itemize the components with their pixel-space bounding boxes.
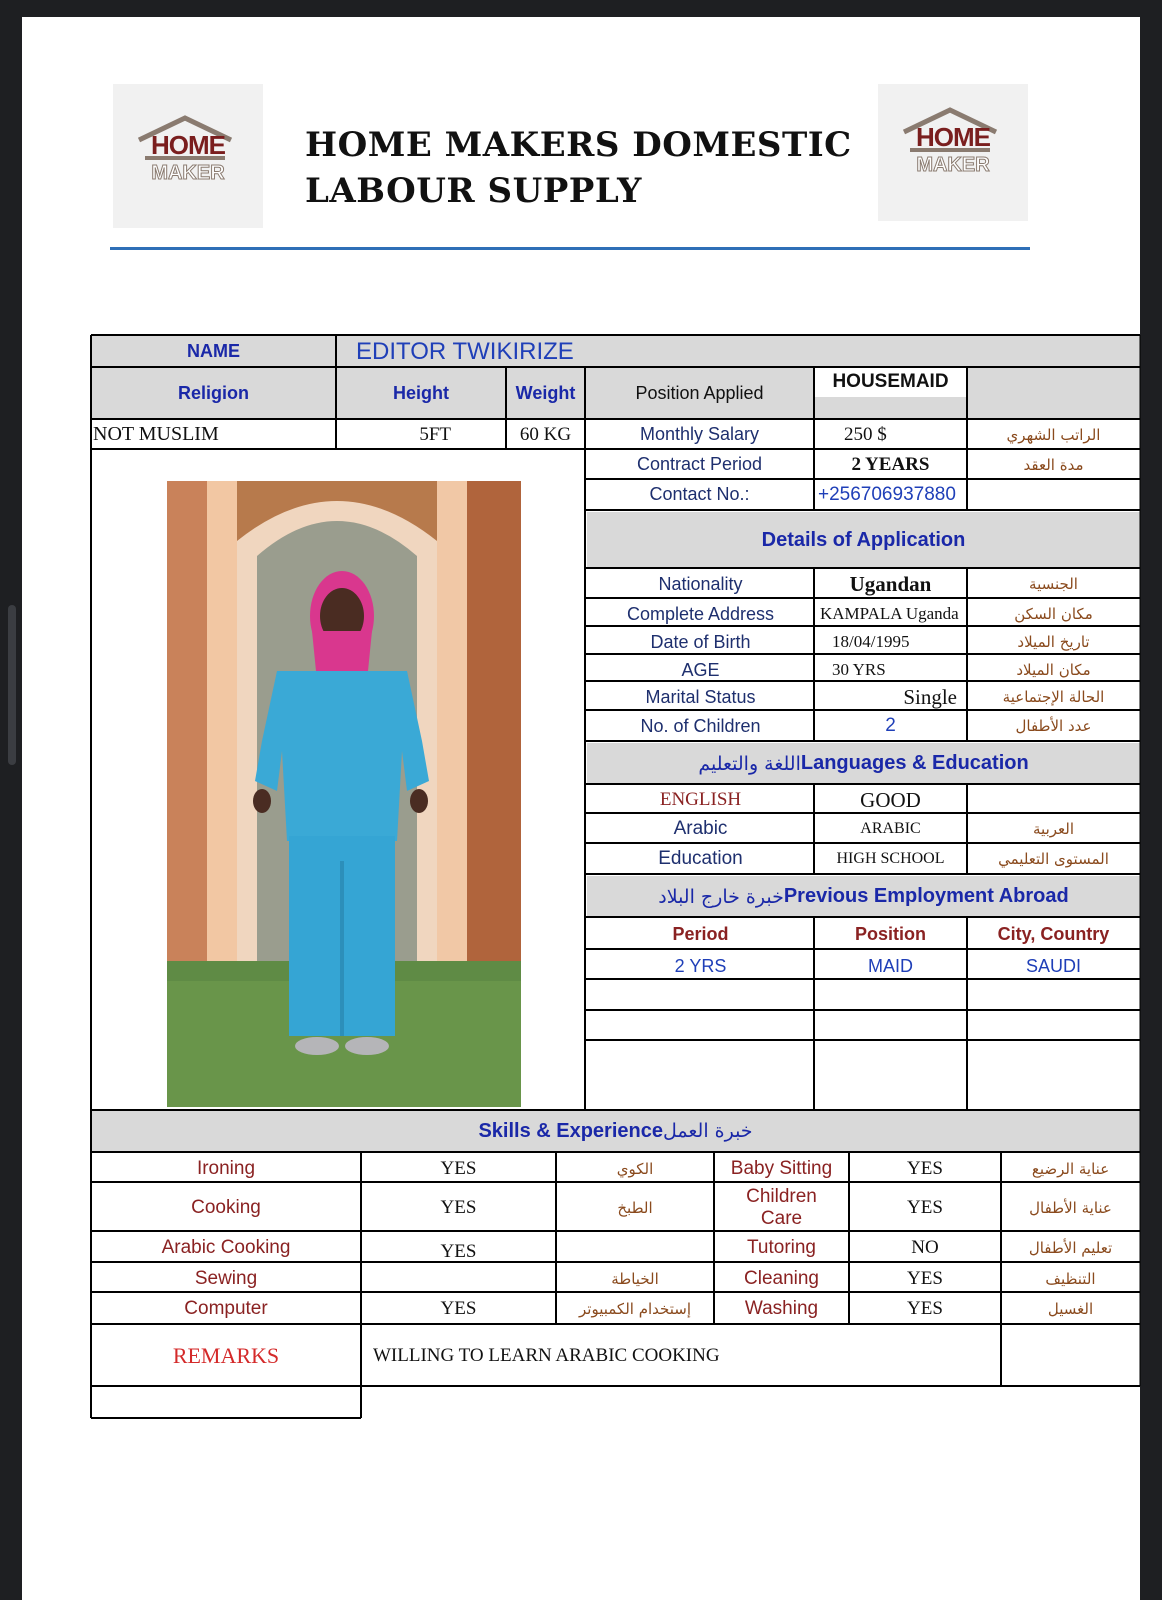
name-label: NAME: [187, 341, 240, 361]
detail-arabic: الجنسية: [1029, 575, 1078, 593]
detail-value: KAMPALA Uganda: [820, 604, 959, 623]
employment-heading-arabic: خبرة خارج البلاد: [658, 885, 784, 908]
skill-right-arabic: عناية الأطفال: [1029, 1199, 1112, 1217]
languages-heading-arabic: اللغة والتعليم: [698, 752, 801, 775]
skill-left-arabic: الكوي: [616, 1159, 654, 1178]
employment-col-position: Position: [855, 923, 926, 944]
employment-position: MAID: [868, 955, 913, 976]
skill-left-label: Computer: [184, 1298, 268, 1319]
name-value: EDITOR TWIKIRIZE: [356, 337, 574, 365]
skill-left-value: YES: [440, 1298, 477, 1319]
skills-heading: [91, 1110, 1140, 1152]
logo-maker-text: MAKER: [151, 162, 225, 184]
remarks-label: REMARKS: [172, 1343, 280, 1368]
skill-right-label: Washing: [744, 1298, 819, 1319]
contract-period-value: 2 YEARS: [851, 453, 930, 475]
detail-label: Marital Status: [645, 686, 756, 707]
monthly-salary-arabic: الراتب الشهري: [1006, 425, 1101, 444]
skill-right-label: Children Care: [746, 1186, 817, 1229]
details-heading: Details of Application: [587, 512, 1140, 568]
skill-right-value: YES: [907, 1197, 943, 1218]
logo-maker-text: MAKER: [916, 154, 990, 176]
skill-left-label: Ironing: [196, 1157, 256, 1179]
language-label: Arabic: [673, 818, 728, 839]
monthly-salary-value: 250 $: [844, 423, 887, 445]
logo-home-text: HOME: [151, 130, 225, 160]
position-applied-label: Position Applied: [635, 382, 764, 403]
languages-heading: [587, 743, 1140, 784]
language-label: Education: [658, 848, 743, 869]
skill-left-label: Cooking: [191, 1197, 261, 1218]
header-divider: [110, 247, 1030, 250]
skill-left-label: Arabic Cooking: [161, 1237, 291, 1258]
skills-heading-arabic: خبرة العمل: [662, 1120, 753, 1142]
skill-right-label: Cleaning: [744, 1267, 819, 1289]
logo-home-text: HOME: [916, 122, 990, 152]
position-value-fill: [814, 397, 967, 419]
detail-arabic: الحالة الإجتماعية: [1002, 688, 1105, 706]
religion-label: Religion: [178, 382, 249, 403]
detail-arabic: مكان السكن: [1014, 605, 1093, 623]
employment-city: SAUDI: [1025, 955, 1081, 976]
employment-heading: [587, 876, 1140, 917]
skill-left-label: Sewing: [194, 1267, 258, 1289]
detail-value: Single: [903, 684, 957, 709]
language-value: HIGH SCHOOL: [836, 850, 945, 867]
company-title-line2: LABOUR SUPPLY: [305, 171, 642, 211]
weight-label: Weight: [515, 382, 576, 403]
monthly-salary-label: Monthly Salary: [639, 424, 760, 444]
contract-period-arabic: مدة العقد: [1023, 455, 1084, 474]
remarks-value: WILLING TO LEARN ARABIC COOKING: [373, 1345, 720, 1366]
employment-period: 2 YRS: [674, 955, 727, 976]
skill-right-value: YES: [907, 1267, 943, 1289]
language-arabic: المستوى التعليمي: [998, 850, 1109, 868]
height-label: Height: [393, 382, 449, 403]
applicant-photo: [167, 481, 521, 1107]
company-title-line1: HOME MAKERS DOMESTIC: [305, 125, 852, 165]
skill-left-value: YES: [440, 1241, 477, 1262]
skill-left-value: [361, 1264, 556, 1293]
skills-heading-english: Skills & Experience: [478, 1119, 663, 1142]
religion-value: NOT MUSLIM: [93, 423, 219, 445]
skill-right-arabic: الغسيل: [1047, 1300, 1094, 1318]
skill-right-arabic: التنظيف: [1045, 1269, 1096, 1288]
employment-col-city: City, Country: [997, 923, 1110, 944]
window-edge-marker: [8, 605, 16, 765]
skill-left-arabic: [556, 1233, 714, 1263]
detail-value: Ugandan: [849, 571, 932, 596]
skill-right-arabic: عناية الرضيع: [1031, 1159, 1110, 1178]
languages-heading-english: Languages & Education: [800, 752, 1029, 774]
detail-label: AGE: [681, 659, 720, 680]
skill-right-value: NO: [911, 1237, 939, 1258]
detail-value: 18/04/1995: [832, 632, 910, 651]
language-label: ENGLISH: [659, 789, 742, 810]
language-value: ARABIC: [860, 820, 921, 837]
weight-value: 60 KG: [519, 423, 572, 445]
applicant-photo-image: [167, 481, 521, 1107]
detail-value: 30 YRS: [832, 660, 886, 679]
contact-number-value: +256706937880: [818, 483, 956, 505]
skill-right-value: YES: [907, 1298, 943, 1319]
contact-number-label: Contact No.:: [649, 484, 750, 504]
skill-left-arabic: الخياطة: [611, 1269, 659, 1288]
company-logo-right: [878, 84, 1028, 221]
contract-period-label: Contract Period: [636, 454, 763, 474]
employment-heading-english: Previous Employment Abroad: [783, 885, 1069, 907]
detail-arabic: مكان الميلاد: [1016, 661, 1091, 679]
employment-col-period: Period: [672, 923, 729, 944]
detail-label: No. of Children: [640, 715, 761, 736]
skill-left-value: YES: [440, 1197, 477, 1218]
detail-value: 2: [885, 715, 896, 736]
skill-right-arabic: تعليم الأطفال: [1028, 1239, 1113, 1257]
language-arabic: العربية: [1033, 820, 1074, 838]
language-arabic: [967, 786, 1140, 814]
skill-left-arabic: إستخدام الكمبيوتر: [579, 1300, 691, 1318]
skill-right-value: YES: [907, 1157, 943, 1179]
skill-right-label: Tutoring: [747, 1237, 816, 1258]
position-applied-value: HOUSEMAID: [814, 367, 967, 397]
language-value: GOOD: [860, 787, 921, 812]
detail-label: Complete Address: [626, 603, 775, 624]
skill-left-arabic: الطبخ: [617, 1199, 653, 1217]
height-value: 5FT: [419, 423, 451, 445]
detail-label: Nationality: [658, 573, 743, 594]
company-title: [305, 122, 852, 214]
detail-arabic: عدد الأطفال: [1015, 717, 1092, 735]
detail-arabic: تاريخ الميلاد: [1017, 633, 1090, 651]
skill-right-label: Baby Sitting: [730, 1157, 833, 1179]
skill-left-value: YES: [440, 1157, 477, 1179]
company-logo-left: [113, 84, 263, 228]
detail-label: Date of Birth: [650, 631, 751, 652]
